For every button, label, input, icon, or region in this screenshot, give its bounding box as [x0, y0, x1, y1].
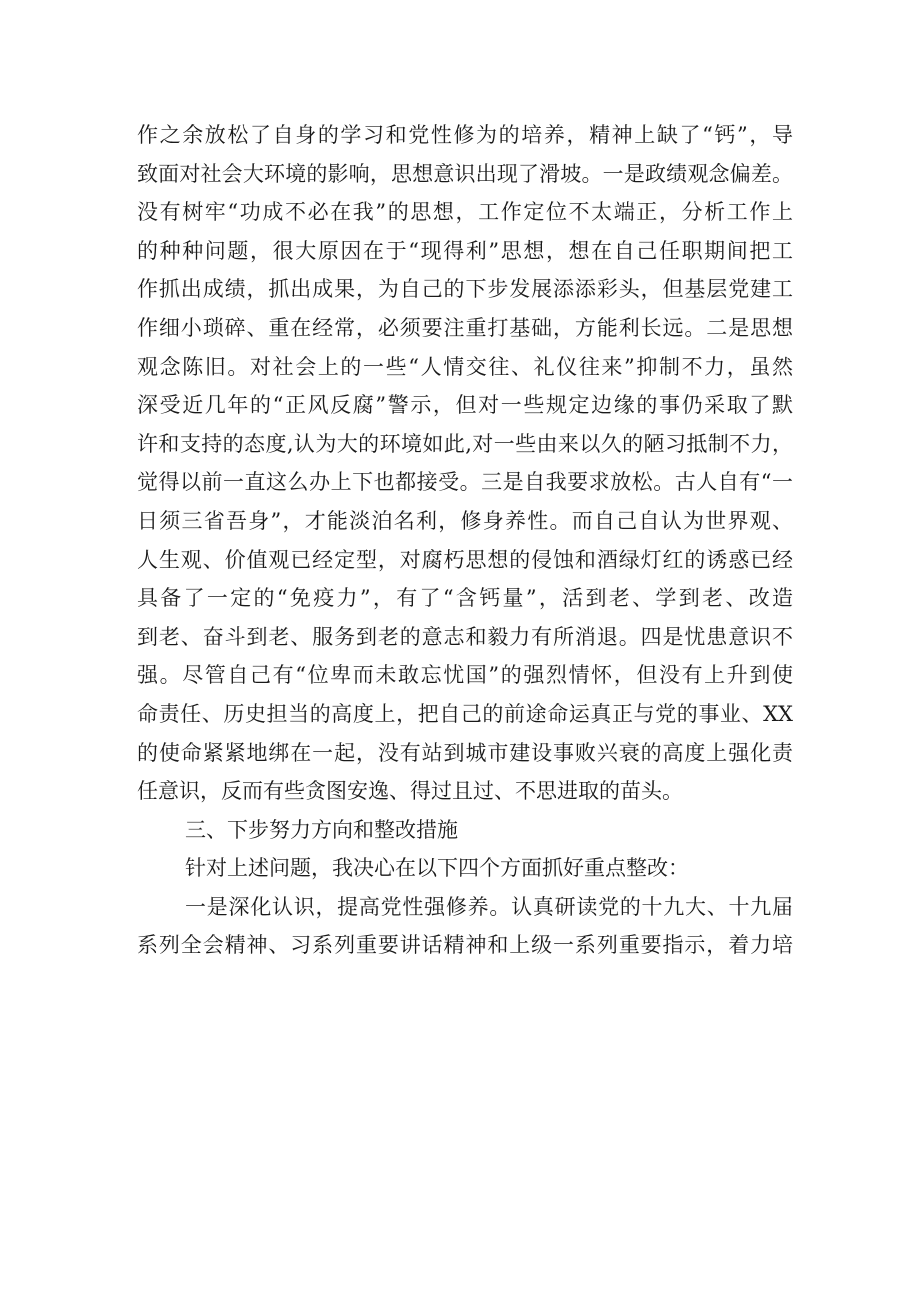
text-line: 作细小琐碎、重在经常，必须要注重打基础，方能利长远。二是思想 — [137, 315, 793, 340]
intro-paragraph: 针对上述问题，我决心在以下四个方面抓好重点整改： — [185, 856, 689, 881]
text-line: 人生观、价值观已经定型，对腐朽思想的侵蚀和酒绿灯红的诱惑已经 — [137, 547, 793, 572]
text-line: 没有树牢“功成不必在我”的思想，工作定位不太端正，分析工作上 — [137, 200, 793, 225]
text-line: 到老、奋斗到老、服务到老的意志和毅力有所消退。四是忧患意识不 — [137, 624, 793, 649]
text-line: 许和支持的态度,认为大的环境如此,对一些由来以久的陋习抵制不力， — [137, 431, 793, 456]
text-line: 的种种问题，很大原因在于“现得利”思想，想在自己任职期间把工 — [137, 238, 793, 263]
text-line: 一是深化认识，提高党性强修养。认真研读党的十九大、十九届 — [185, 894, 793, 919]
text-line: 观念陈旧。对社会上的一些“人情交往、礼仪往来”抑制不力，虽然 — [137, 354, 793, 379]
text-line: 作抓出成绩，抓出成果，为自己的下步发展添添彩头，但基层党建工 — [137, 277, 793, 302]
text-line: 强。尽管自己有“位卑而未敢忘忧国”的强烈情怀，但没有上升到使 — [137, 663, 793, 688]
section-heading: 三、下步努力方向和整改措施 — [185, 817, 458, 842]
text-line: 系列全会精神、习系列重要讲话精神和上级一系列重要指示，着力培 — [137, 933, 793, 958]
text-line: 深受近几年的“正风反腐”警示，但对一些规定边缘的事仍采取了默 — [137, 393, 793, 418]
text-line: 具备了一定的“免疫力”，有了“含钙量”，活到老、学到老、改造 — [137, 586, 793, 611]
document-body — [137, 116, 793, 965]
text-line: 觉得以前一直这么办上下也都接受。三是自我要求放松。古人自有“一 — [137, 470, 793, 495]
text-line: 致面对社会大环境的影响，思想意识出现了滑坡。一是政绩观念偏差。 — [137, 161, 793, 186]
text-line: 的使命紧紧地绑在一起，没有站到城市建设事败兴衰的高度上强化责 — [137, 740, 793, 765]
text-line: 命责任、历史担当的高度上，把自己的前途命运真正与党的事业、XX — [137, 701, 793, 726]
text-line: 作之余放松了自身的学习和党性修为的培养，精神上缺了“钙”，导 — [137, 123, 793, 147]
text-line: 日须三省吾身”，才能淡泊名利，修身养性。而自己自认为世界观、 — [137, 508, 793, 533]
paragraph-analysis — [137, 116, 793, 811]
text-line: 任意识，反而有些贪图安逸、得过且过、不思进取的苗头。 — [137, 779, 683, 804]
paragraph-measure-one — [137, 888, 793, 965]
